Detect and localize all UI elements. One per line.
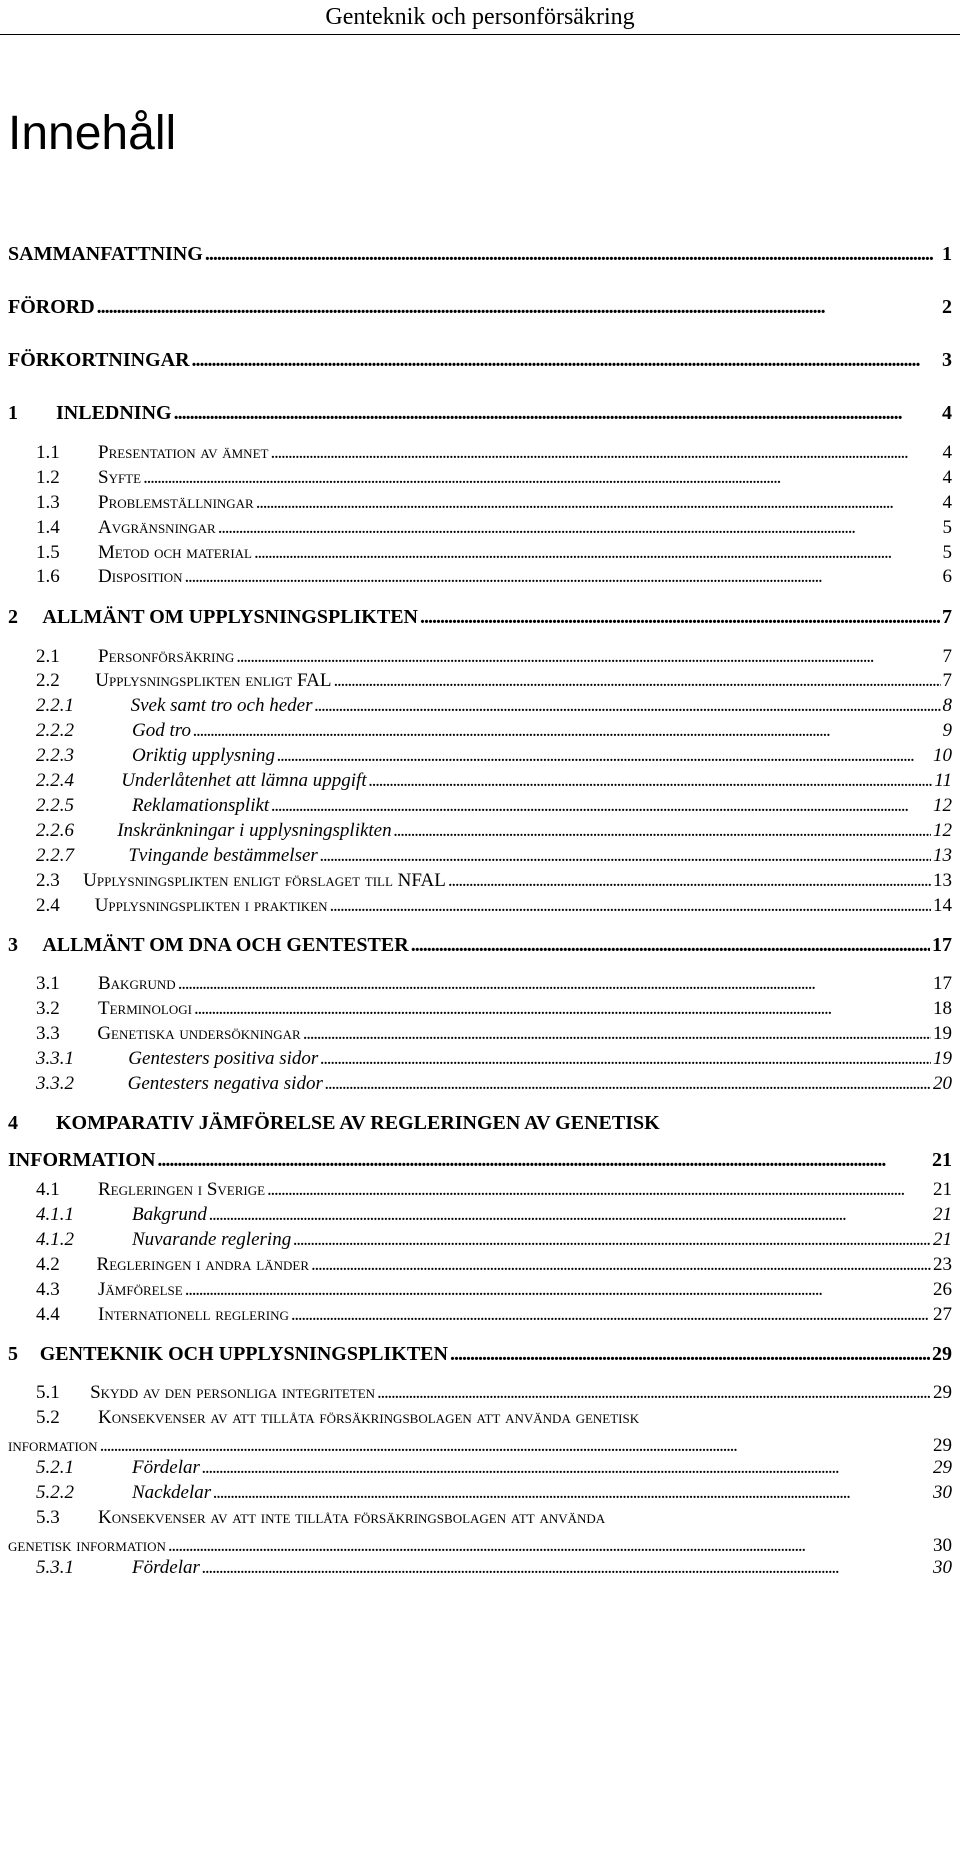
toc-number: 4.4 bbox=[36, 1304, 60, 1325]
toc-entry[interactable] bbox=[36, 670, 952, 692]
dot-leader bbox=[209, 1204, 931, 1226]
dot-leader bbox=[97, 296, 940, 319]
toc-page-number: 5 bbox=[942, 542, 952, 563]
toc-number: 4.3 bbox=[36, 1279, 60, 1300]
toc-title: Oriktig upplysning bbox=[132, 745, 276, 766]
toc-entry[interactable] bbox=[36, 1204, 952, 1226]
toc-entry[interactable] bbox=[36, 1229, 952, 1251]
toc-entry[interactable] bbox=[36, 542, 952, 564]
toc-entry[interactable] bbox=[36, 1073, 952, 1095]
toc-title: Fördelar bbox=[132, 1557, 200, 1578]
toc-number: 2.2.1 bbox=[36, 695, 74, 716]
toc-number: 1.6 bbox=[36, 566, 60, 587]
dot-leader bbox=[330, 895, 931, 917]
toc-entry[interactable] bbox=[8, 934, 952, 957]
toc-entry[interactable] bbox=[8, 296, 952, 319]
toc-number: 1.3 bbox=[36, 492, 60, 513]
toc-number: 2.2.4 bbox=[36, 770, 74, 791]
toc-title: ALLMÄNT OM DNA OCH GENTESTER bbox=[42, 934, 409, 956]
dot-leader bbox=[202, 1557, 931, 1579]
dot-leader bbox=[185, 566, 941, 588]
toc-page-number: 21 bbox=[933, 1179, 952, 1200]
toc-number: 2.2.6 bbox=[36, 820, 74, 841]
toc-page-number: 5 bbox=[942, 517, 952, 538]
toc-title: INLEDNING bbox=[56, 402, 172, 424]
toc-entry[interactable] bbox=[8, 1112, 952, 1172]
dot-leader bbox=[157, 1149, 930, 1172]
running-header: Genteknik och personförsäkring bbox=[325, 4, 635, 30]
dot-leader bbox=[270, 442, 940, 464]
dot-leader bbox=[213, 1482, 931, 1504]
toc-entry[interactable] bbox=[8, 1507, 952, 1557]
toc-title: Regleringen i andra länder bbox=[96, 1254, 310, 1275]
dot-leader bbox=[271, 795, 931, 817]
toc-title: Skydd av den personliga integriteten bbox=[90, 1382, 376, 1403]
dot-leader bbox=[333, 670, 940, 692]
toc-entry[interactable] bbox=[8, 1343, 952, 1366]
toc-title: Personförsäkring bbox=[98, 646, 235, 667]
toc-number: 4.1 bbox=[36, 1179, 60, 1200]
toc-number: 3.3.1 bbox=[36, 1048, 74, 1069]
dot-leader bbox=[192, 349, 940, 372]
toc-page-number: 19 bbox=[933, 1023, 952, 1044]
toc-entry[interactable] bbox=[36, 770, 952, 792]
dot-leader bbox=[303, 1023, 931, 1045]
toc-entry[interactable] bbox=[36, 1023, 952, 1045]
toc-title: Problemställningar bbox=[98, 492, 254, 513]
dot-leader bbox=[174, 402, 940, 425]
toc-title: Avgränsningar bbox=[98, 517, 216, 538]
toc-title: Syfte bbox=[98, 467, 142, 488]
toc-entry[interactable] bbox=[36, 795, 952, 817]
toc-entry[interactable] bbox=[36, 695, 952, 717]
toc-page-number: 13 bbox=[933, 845, 952, 866]
toc-number: 2.3 bbox=[36, 870, 60, 891]
toc-entry[interactable] bbox=[36, 1557, 952, 1579]
toc-title: Genetiska undersökningar bbox=[97, 1023, 301, 1044]
toc-number: 1.4 bbox=[36, 517, 60, 538]
toc-number: 2.2.7 bbox=[36, 845, 74, 866]
dot-leader bbox=[450, 1343, 930, 1366]
dot-leader bbox=[267, 1179, 931, 1201]
toc-entry[interactable] bbox=[36, 1304, 952, 1326]
toc-number: 2.2.3 bbox=[36, 745, 74, 766]
toc-title: SAMMANFATTNING bbox=[8, 243, 203, 265]
dot-leader bbox=[411, 934, 930, 957]
toc-title: Presentation av ämnet bbox=[98, 442, 269, 463]
toc-entry[interactable] bbox=[8, 402, 952, 425]
toc-number: 5.3 bbox=[36, 1507, 60, 1528]
dot-leader bbox=[143, 467, 940, 489]
toc-entry[interactable] bbox=[36, 820, 952, 842]
toc-number: 5.1 bbox=[36, 1382, 60, 1403]
dot-leader bbox=[369, 770, 933, 792]
toc-title: Upplysningsplikten i praktiken bbox=[94, 895, 328, 916]
toc-title: Internationell reglering bbox=[98, 1304, 289, 1325]
toc-number: 3.3 bbox=[36, 1023, 60, 1044]
dot-leader bbox=[291, 1304, 931, 1326]
toc-entry[interactable] bbox=[36, 1457, 952, 1479]
toc-entry[interactable] bbox=[36, 566, 952, 588]
toc-title: Metod och material bbox=[98, 542, 252, 563]
toc-number: 5.2.2 bbox=[36, 1482, 74, 1503]
toc-page-number: 17 bbox=[933, 973, 952, 994]
toc-page-number: 30 bbox=[933, 1482, 952, 1503]
toc-entry[interactable] bbox=[8, 349, 952, 372]
toc-entry[interactable] bbox=[36, 1482, 952, 1504]
toc-page-number: 4 bbox=[942, 467, 952, 488]
toc-page-number: 4 bbox=[942, 402, 952, 424]
dot-leader bbox=[311, 1254, 931, 1276]
toc-number: 4.1.2 bbox=[36, 1229, 74, 1250]
toc-page-number: 29 bbox=[933, 1382, 952, 1403]
toc-number: 1.1 bbox=[36, 442, 60, 463]
dot-leader bbox=[320, 1048, 931, 1070]
toc-title-continued: INFORMATION bbox=[8, 1149, 156, 1171]
toc-number: 4.2 bbox=[36, 1254, 60, 1275]
dot-leader bbox=[320, 845, 931, 867]
toc-number: 1.2 bbox=[36, 467, 60, 488]
toc-page-number: 21 bbox=[933, 1229, 952, 1250]
toc-number: 2 bbox=[8, 606, 18, 628]
toc-entry[interactable] bbox=[36, 720, 952, 742]
dot-leader bbox=[394, 820, 931, 842]
toc-page-number: 20 bbox=[933, 1073, 952, 1094]
page-title: Innehåll bbox=[8, 107, 177, 160]
toc-entry[interactable] bbox=[36, 870, 952, 892]
dot-leader bbox=[100, 1435, 931, 1457]
toc-title: Tvingande bestämmelser bbox=[128, 845, 318, 866]
toc-page-number: 29 bbox=[933, 1457, 952, 1478]
toc-title: Nackdelar bbox=[132, 1482, 212, 1503]
toc-page-number: 8 bbox=[942, 695, 952, 716]
toc-number: 1.5 bbox=[36, 542, 60, 563]
dot-leader bbox=[205, 243, 940, 266]
toc-entry[interactable] bbox=[36, 998, 952, 1020]
toc-page-number: 9 bbox=[942, 720, 952, 741]
toc-number: 2.2.5 bbox=[36, 795, 74, 816]
toc-page-number: 30 bbox=[933, 1535, 952, 1556]
toc-page-number: 1 bbox=[942, 243, 952, 265]
toc-entry[interactable] bbox=[36, 895, 952, 917]
toc-number: 3.1 bbox=[36, 973, 60, 994]
toc-title: Regleringen i Sverige bbox=[98, 1179, 266, 1200]
toc-page-number: 29 bbox=[933, 1435, 952, 1456]
toc-entry[interactable] bbox=[36, 517, 952, 539]
dot-leader bbox=[448, 870, 931, 892]
toc-title: FÖRKORTNINGAR bbox=[8, 349, 190, 371]
toc-number: 3 bbox=[8, 934, 18, 956]
toc-title: Inskränkningar i upplysningsplikten bbox=[117, 820, 392, 841]
toc-title: Bakgrund bbox=[132, 1204, 207, 1225]
toc-title: Gentesters negativa sidor bbox=[127, 1073, 323, 1094]
dot-leader bbox=[193, 720, 941, 742]
toc-page-number: 6 bbox=[942, 566, 952, 587]
dot-leader bbox=[277, 745, 931, 767]
toc-page-number: 13 bbox=[933, 870, 952, 891]
toc-title: Bakgrund bbox=[98, 973, 176, 994]
toc-page-number: 12 bbox=[933, 820, 952, 841]
toc-page-number: 7 bbox=[942, 670, 952, 691]
toc-entry[interactable] bbox=[36, 1279, 952, 1301]
toc-title: Terminologi bbox=[98, 998, 192, 1019]
dot-leader bbox=[293, 1229, 931, 1251]
toc-entry[interactable] bbox=[36, 1179, 952, 1201]
toc-title: Fördelar bbox=[132, 1457, 200, 1478]
toc-page-number: 14 bbox=[933, 895, 952, 916]
dot-leader bbox=[256, 492, 941, 514]
dot-leader bbox=[218, 517, 941, 539]
toc-title: KOMPARATIV JÄMFÖRELSE AV REGLERINGEN AV GENETISK bbox=[56, 1112, 660, 1134]
toc-page-number: 30 bbox=[933, 1557, 952, 1578]
toc-title: Nuvarande reglering bbox=[132, 1229, 292, 1250]
toc-title: Upplysningsplikten enligt FAL bbox=[95, 670, 332, 691]
toc-page-number: 7 bbox=[942, 646, 952, 667]
toc-title: Svek samt tro och heder bbox=[130, 695, 313, 716]
dot-leader bbox=[168, 1535, 931, 1557]
toc-page-number: 10 bbox=[933, 745, 952, 766]
toc-page-number: 4 bbox=[942, 492, 952, 513]
header-divider bbox=[0, 34, 960, 35]
toc-number: 3.2 bbox=[36, 998, 60, 1019]
toc-title: Disposition bbox=[98, 566, 183, 587]
toc-page-number: 21 bbox=[933, 1204, 952, 1225]
toc-title-continued: information bbox=[8, 1435, 98, 1456]
toc-entry[interactable] bbox=[8, 243, 952, 266]
toc-title: Konsekvenser av att inte tillåta försäkringsbolagen att använda bbox=[98, 1507, 606, 1528]
toc-title: FÖRORD bbox=[8, 296, 95, 318]
toc-page-number: 17 bbox=[932, 934, 952, 956]
toc-number: 2.4 bbox=[36, 895, 60, 916]
toc-title: Konsekvenser av att tillåta försäkringsbolagen att använda genetisk bbox=[98, 1407, 640, 1428]
toc-entry[interactable] bbox=[36, 646, 952, 668]
toc-entry[interactable] bbox=[8, 606, 952, 629]
dot-leader bbox=[185, 1279, 931, 1301]
dot-leader bbox=[202, 1457, 931, 1479]
toc-number: 2.1 bbox=[36, 646, 60, 667]
toc-page-number: 11 bbox=[934, 770, 952, 791]
toc-page-number: 21 bbox=[932, 1149, 952, 1171]
toc-page-number: 7 bbox=[942, 606, 952, 628]
dot-leader bbox=[178, 973, 931, 995]
dot-leader bbox=[420, 606, 940, 629]
toc-entry[interactable] bbox=[36, 467, 952, 489]
toc-title: GENTEKNIK OCH UPPLYSNINGSPLIKTEN bbox=[39, 1343, 448, 1365]
toc-entry[interactable] bbox=[36, 1254, 952, 1276]
toc-entry[interactable] bbox=[36, 745, 952, 767]
toc-number: 2.2.2 bbox=[36, 720, 74, 741]
toc-page-number: 23 bbox=[933, 1254, 952, 1275]
toc-title-continued: genetisk information bbox=[8, 1535, 166, 1556]
toc-page-number: 26 bbox=[933, 1279, 952, 1300]
toc-title: Reklamationsplikt bbox=[132, 795, 270, 816]
toc-entry[interactable] bbox=[36, 492, 952, 514]
toc-number: 2.2 bbox=[36, 670, 60, 691]
toc-number: 4 bbox=[8, 1112, 18, 1134]
dot-leader bbox=[194, 998, 931, 1020]
dot-leader bbox=[325, 1073, 931, 1095]
toc-entry[interactable] bbox=[36, 973, 952, 995]
toc-page-number: 3 bbox=[942, 349, 952, 371]
toc-entry[interactable] bbox=[8, 1407, 952, 1457]
toc-number: 5.2.1 bbox=[36, 1457, 74, 1478]
toc-title: Upplysningsplikten enligt förslaget till NFAL bbox=[83, 870, 446, 891]
dot-leader bbox=[236, 646, 940, 668]
toc-number: 1 bbox=[8, 402, 18, 424]
dot-leader bbox=[314, 695, 940, 717]
toc-page-number: 18 bbox=[933, 998, 952, 1019]
toc-number: 3.3.2 bbox=[36, 1073, 74, 1094]
toc-title: Underlåtenhet att lämna uppgift bbox=[121, 770, 367, 791]
toc-entry[interactable] bbox=[36, 1382, 952, 1404]
toc-page-number: 2 bbox=[942, 296, 952, 318]
toc-title: God tro bbox=[132, 720, 191, 741]
toc-number: 4.1.1 bbox=[36, 1204, 74, 1225]
toc-number: 5.2 bbox=[36, 1407, 60, 1428]
toc-title: ALLMÄNT OM UPPLYSNINGSPLIKTEN bbox=[42, 606, 418, 628]
toc-title: Gentesters positiva sidor bbox=[128, 1048, 319, 1069]
toc-page-number: 19 bbox=[933, 1048, 952, 1069]
toc-page-number: 4 bbox=[942, 442, 952, 463]
toc-page-number: 29 bbox=[932, 1343, 952, 1365]
toc-entry[interactable] bbox=[36, 1048, 952, 1070]
toc-number: 5.3.1 bbox=[36, 1557, 74, 1578]
toc-page-number: 12 bbox=[933, 795, 952, 816]
toc-number: 5 bbox=[8, 1343, 18, 1365]
dot-leader bbox=[377, 1382, 931, 1404]
toc-entry[interactable] bbox=[36, 845, 952, 867]
toc-title: Jämförelse bbox=[98, 1279, 183, 1300]
toc-page-number: 27 bbox=[933, 1304, 952, 1325]
dot-leader bbox=[254, 542, 941, 564]
toc-entry[interactable] bbox=[36, 442, 952, 464]
